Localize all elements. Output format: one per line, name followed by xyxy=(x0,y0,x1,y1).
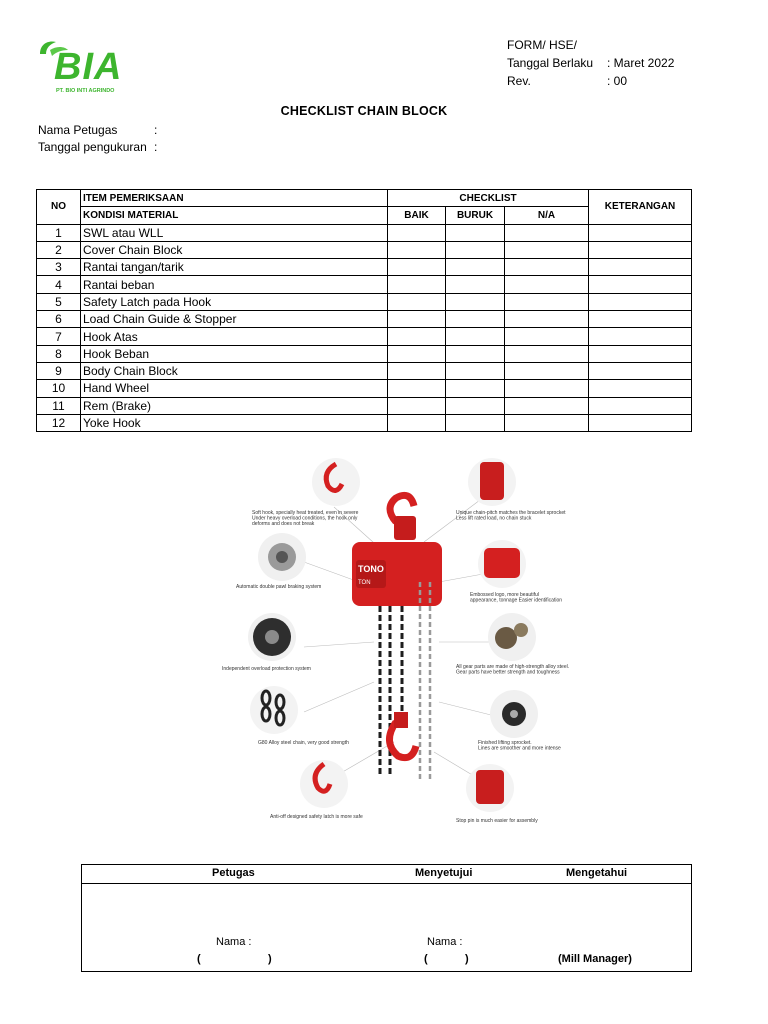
meta-key: Rev. xyxy=(507,74,531,88)
company-logo xyxy=(34,36,144,100)
table-row xyxy=(37,241,692,258)
info-key: Tanggal pengukuran xyxy=(38,140,147,154)
meta-value: : 00 xyxy=(607,74,628,88)
table-row xyxy=(37,276,692,293)
menyetujui-paren-open: ( xyxy=(424,953,428,965)
row-item: Load Chain Guide & Stopper xyxy=(81,311,388,328)
table-row xyxy=(37,397,692,414)
caption-chain: G80 Alloy steel chain, very good strength xyxy=(258,740,349,746)
table-row xyxy=(37,328,692,345)
row-na-cell[interactable] xyxy=(505,241,589,258)
nama-menyetujui-label: Nama : xyxy=(427,936,463,948)
info-tanggal-pengukuran xyxy=(38,139,157,156)
table-row xyxy=(37,345,692,362)
row-baik-cell[interactable] xyxy=(388,328,446,345)
detail-stop-pin-image xyxy=(466,764,514,812)
row-baik-cell[interactable] xyxy=(388,276,446,293)
form-meta xyxy=(507,36,674,90)
row-baik-cell[interactable] xyxy=(388,224,446,241)
row-item: Rem (Brake) xyxy=(81,397,388,414)
table-header-row xyxy=(37,190,692,207)
row-na-cell[interactable] xyxy=(505,276,589,293)
document-title: CHECKLIST CHAIN BLOCK xyxy=(280,104,448,118)
row-na-cell[interactable] xyxy=(505,259,589,276)
info-nama-petugas xyxy=(38,122,157,139)
table-row xyxy=(37,311,692,328)
row-item: Yoke Hook xyxy=(81,414,388,431)
detail-chain-image xyxy=(250,686,298,734)
chain-block-diagram xyxy=(222,452,592,830)
caption-embossed-logo: Embossed logo, more beautiful appearance, tonnage Easier identification xyxy=(470,592,563,604)
row-keterangan-cell[interactable] xyxy=(589,259,692,276)
info-key: Nama Petugas xyxy=(38,123,118,137)
row-keterangan-cell[interactable] xyxy=(589,293,692,310)
row-keterangan-cell[interactable] xyxy=(589,311,692,328)
table-row xyxy=(37,380,692,397)
logo-subtitle: PT. BIO INTI AGRINDO xyxy=(56,88,115,94)
detail-gears-image xyxy=(488,613,536,661)
table-row xyxy=(37,293,692,310)
meta-form xyxy=(507,36,674,54)
row-no: 9 xyxy=(37,362,81,379)
row-baik-cell[interactable] xyxy=(388,397,446,414)
row-item: Safety Latch pada Hook xyxy=(81,293,388,310)
row-na-cell[interactable] xyxy=(505,328,589,345)
row-no: 6 xyxy=(37,311,81,328)
row-keterangan-cell[interactable] xyxy=(589,397,692,414)
caption-overload: Independent overload protection system xyxy=(222,666,311,672)
row-item: Hook Beban xyxy=(81,345,388,362)
row-buruk-cell[interactable] xyxy=(446,241,505,258)
row-no: 3 xyxy=(37,259,81,276)
row-buruk-cell[interactable] xyxy=(446,293,505,310)
row-no: 4 xyxy=(37,276,81,293)
row-na-cell[interactable] xyxy=(505,293,589,310)
row-baik-cell[interactable] xyxy=(388,414,446,431)
row-baik-cell[interactable] xyxy=(388,380,446,397)
row-baik-cell[interactable] xyxy=(388,241,446,258)
row-no: 7 xyxy=(37,328,81,345)
petugas-paren-open: ( xyxy=(197,953,201,965)
row-buruk-cell[interactable] xyxy=(446,380,505,397)
row-baik-cell[interactable] xyxy=(388,259,446,276)
row-na-cell[interactable] xyxy=(505,362,589,379)
row-no: 11 xyxy=(37,397,81,414)
row-no: 2 xyxy=(37,241,81,258)
row-no: 1 xyxy=(37,224,81,241)
label-petugas: Petugas xyxy=(212,867,255,879)
caption-hook: Soft hook, specially heat treated, even in severe Under heavy overload conditions, the hook only deforms and does not break xyxy=(252,510,359,527)
row-no: 8 xyxy=(37,345,81,362)
row-item: Body Chain Block xyxy=(81,362,388,379)
row-buruk-cell[interactable] xyxy=(446,259,505,276)
meta-value: : Maret 2022 xyxy=(607,56,675,70)
row-na-cell[interactable] xyxy=(505,345,589,362)
row-keterangan-cell[interactable] xyxy=(589,328,692,345)
detail-latch-image xyxy=(300,760,348,808)
table-row xyxy=(37,224,692,241)
header-keterangan: KETERANGAN xyxy=(589,190,692,225)
row-na-cell[interactable] xyxy=(505,414,589,431)
caption-gears: All gear parts are made of high-strength alloy steel. Gear parts have better strength and toughness xyxy=(456,664,570,676)
row-item: SWL atau WLL xyxy=(81,224,388,241)
row-no: 10 xyxy=(37,380,81,397)
row-buruk-cell[interactable] xyxy=(446,397,505,414)
signature-header xyxy=(82,865,692,884)
row-baik-cell[interactable] xyxy=(388,362,446,379)
label-menyetujui: Menyetujui xyxy=(415,867,473,879)
meta-tanggal-berlaku xyxy=(507,54,674,72)
row-keterangan-cell[interactable] xyxy=(589,414,692,431)
signature-table xyxy=(81,864,692,972)
row-keterangan-cell[interactable] xyxy=(589,241,692,258)
detail-sprocket-image xyxy=(490,690,538,738)
inspector-info xyxy=(38,122,157,156)
row-keterangan-cell[interactable] xyxy=(589,276,692,293)
nama-petugas-label: Nama : xyxy=(216,936,252,948)
row-baik-cell[interactable] xyxy=(388,311,446,328)
header-kondisi-material: KONDISI MATERIAL xyxy=(81,207,388,224)
caption-brake: Automatic double pawl braking system xyxy=(236,584,322,590)
row-no: 5 xyxy=(37,293,81,310)
caption-stop-pin: Stop pin is much easier for assembly xyxy=(456,818,538,824)
row-item: Rantai beban xyxy=(81,276,388,293)
header-checklist: CHECKLIST xyxy=(388,190,589,207)
signature-body xyxy=(82,884,692,972)
header-na: N/A xyxy=(505,207,589,224)
detail-chain-pitch-image xyxy=(468,458,516,506)
meta-rev xyxy=(507,72,674,90)
row-no: 12 xyxy=(37,414,81,431)
menyetujui-paren-close: ) xyxy=(465,953,469,965)
label-mengetahui: Mengetahui xyxy=(566,867,628,879)
caption-latch: Anti-off designed safety latch is more safe xyxy=(270,814,363,820)
rating-label: TON xyxy=(358,580,371,586)
row-buruk-cell[interactable] xyxy=(446,328,505,345)
header-buruk: BURUK xyxy=(446,207,505,224)
row-na-cell[interactable] xyxy=(505,311,589,328)
row-keterangan-cell[interactable] xyxy=(589,224,692,241)
row-buruk-cell[interactable] xyxy=(446,362,505,379)
header-no: NO xyxy=(37,190,81,225)
meta-key: Tanggal Berlaku xyxy=(507,56,594,70)
row-baik-cell[interactable] xyxy=(388,345,446,362)
row-keterangan-cell[interactable] xyxy=(589,380,692,397)
row-keterangan-cell[interactable] xyxy=(589,345,692,362)
detail-embossed-logo-image xyxy=(478,540,526,588)
row-na-cell[interactable] xyxy=(505,224,589,241)
detail-hook-image xyxy=(312,458,360,506)
brand-label: TONO xyxy=(358,564,384,574)
row-item: Rantai tangan/tarik xyxy=(81,259,388,276)
row-buruk-cell[interactable] xyxy=(446,345,505,362)
header-baik: BAIK xyxy=(388,207,446,224)
table-row xyxy=(37,362,692,379)
row-keterangan-cell[interactable] xyxy=(589,362,692,379)
row-buruk-cell[interactable] xyxy=(446,311,505,328)
row-buruk-cell[interactable] xyxy=(446,414,505,431)
row-item: Hook Atas xyxy=(81,328,388,345)
row-na-cell[interactable] xyxy=(505,380,589,397)
info-value: : xyxy=(154,123,158,137)
row-baik-cell[interactable] xyxy=(388,293,446,310)
row-item: Cover Chain Block xyxy=(81,241,388,258)
meta-key: FORM/ HSE/ xyxy=(507,38,578,52)
logo-text: BIA xyxy=(54,46,123,88)
detail-brake-image xyxy=(258,533,306,581)
row-item: Hand Wheel xyxy=(81,380,388,397)
caption-chain-pitch: Unique chain-pitch matches the bracelet sprocket Less lift rated load, no chain stuck xyxy=(456,510,566,522)
header-item: ITEM PEMERIKSAAN xyxy=(81,190,388,207)
info-value: : xyxy=(154,140,158,154)
table-row xyxy=(37,414,692,431)
row-buruk-cell[interactable] xyxy=(446,224,505,241)
row-na-cell[interactable] xyxy=(505,397,589,414)
caption-sprocket: Finished lifting sprocket. Lines are smoother and more intense xyxy=(478,740,561,752)
row-buruk-cell[interactable] xyxy=(446,276,505,293)
mill-manager-label: (Mill Manager) xyxy=(558,953,632,965)
detail-overload-image xyxy=(248,613,296,661)
table-row xyxy=(37,259,692,276)
petugas-paren-close: ) xyxy=(268,953,272,965)
checklist-table xyxy=(36,189,692,432)
